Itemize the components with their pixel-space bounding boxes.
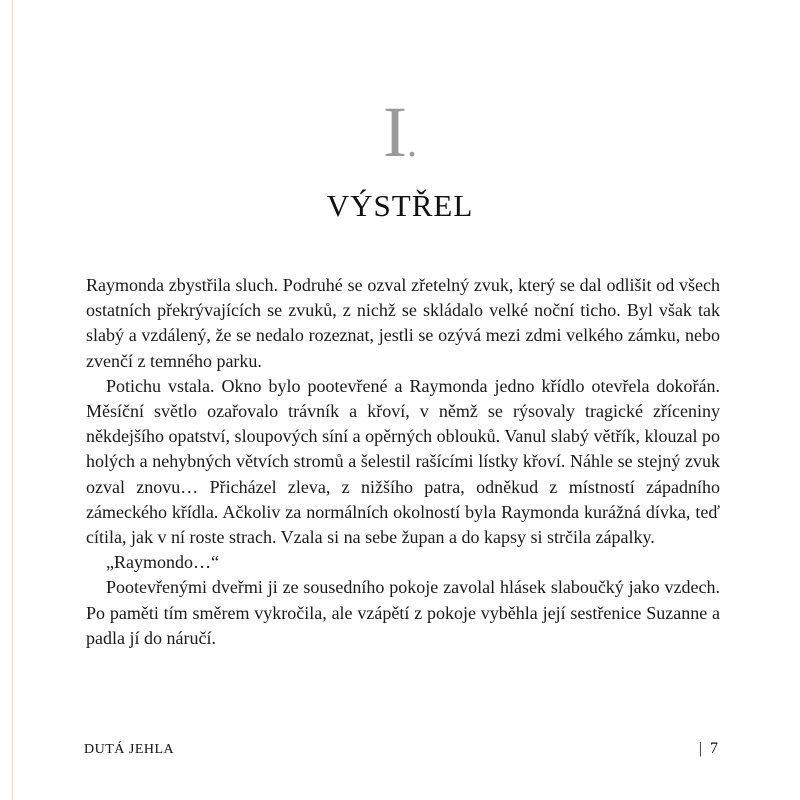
chapter-title: VÝSTŘEL xyxy=(326,188,474,223)
chapter-number-text: I xyxy=(383,92,407,172)
paragraph-4: Pootevřenými dveřmi ji ze sousedního pokoje zavolal hlásek slaboučký jako vzdech. Po paměti tím směrem vykročila, ale vzápětí z pokoje vyběhla její sestřenice Suzanne a padla jí do náručí. xyxy=(86,577,720,648)
chapter-number-period: . xyxy=(406,120,417,165)
footer-page-number: 7 xyxy=(710,740,718,757)
footer-book-title: DUTÁ JEHLA xyxy=(84,742,175,757)
paragraph-1: Raymonda zbystřila sluch. Podruhé se ozval zřetelný zvuk, který se dal odlišit od všech ostatních překrývajících se zvuků, z nichž se skládalo velké noční ticho. Byl však tak slabý a vzdálený, že se nedalo rozeznat, jestli se ozývá mezi zdmi velkého zámku, nebo zvenčí z temného parku. xyxy=(86,275,720,371)
chapter-number xyxy=(0,92,800,183)
footer-separator: | xyxy=(698,740,702,757)
chapter-body xyxy=(86,273,720,651)
paragraph-2: Potichu vstala. Okno bylo pootevřené a Raymonda jedno křídlo otevřela dokořán. Měsíční světlo ozařovalo trávník a křoví, v němž se rýsovaly tragické zříceniny někdejšího opatství, sloupových síní a opěrných oblouků. Vanul slabý větřík, klouzal po holých a nehybných větvích stromů a šelestil rašícími lístky křoví. Náhle se stejný zvuk ozval znovu… Přicházel zleva, z nižšího patra, odněkud z místností západního zámeckého křídla. Ačkoliv za normálních okolností byla Raymonda kurážná dívka, teď cítila, jak v ní roste strach. Vzala si na sebe župan a do kapsy si strčila zápalky. xyxy=(86,375,720,548)
footer-page-number-block xyxy=(699,740,718,758)
paragraph-3-dialogue: „Raymondo…“ xyxy=(106,552,219,573)
